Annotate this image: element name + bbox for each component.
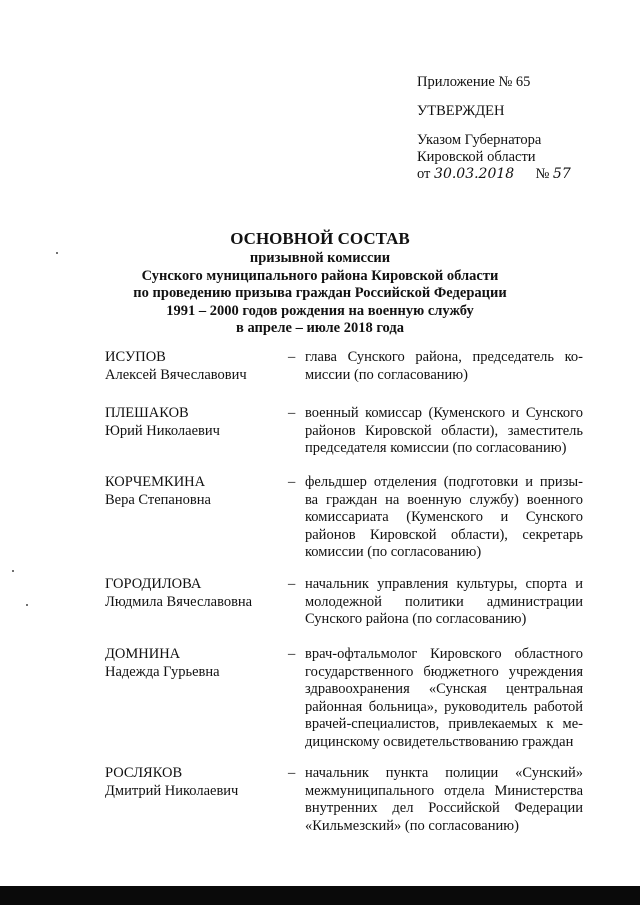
member-role — [305, 349, 583, 384]
scan-edge-bar — [0, 886, 640, 905]
entry-dash: – — [288, 646, 296, 662]
role-line: комиссариата (Куменского и Сунского — [305, 509, 583, 525]
title-line: Сунского муниципального района Кировской области — [141, 267, 499, 284]
member-name — [105, 765, 275, 800]
member-surname: ИСУПОВ — [105, 349, 166, 365]
member-name — [105, 349, 275, 384]
role-line: здравоохранения «Сунская центральная — [305, 681, 583, 697]
member-role — [305, 646, 583, 751]
member-given-names: Надежда Гурьевна — [105, 663, 220, 680]
scan-speck — [26, 604, 28, 606]
role-line: Сунского района (по согласованию) — [305, 611, 527, 627]
role-line: начальник пункта полиции «Сунский» — [305, 765, 583, 781]
scan-speck — [12, 570, 14, 572]
member-surname: ДОМНИНА — [105, 646, 181, 662]
role-line: миссии (по согласованию) — [305, 366, 468, 383]
role-line: начальник управления культуры, спорта и — [305, 576, 583, 592]
role-line: «Кильмезский» (по согласованию) — [305, 817, 519, 834]
role-line: районная больница», руководитель работой — [305, 698, 583, 715]
member-surname: ПЛЕШАКОВ — [105, 405, 189, 421]
approval-block — [417, 74, 571, 183]
approved-label: УТВЕРЖДЕН — [417, 103, 505, 119]
title-line: 1991 – 2000 годов рождения на военную службу — [166, 302, 474, 319]
title-line: в апреле – июле 2018 года — [236, 320, 404, 336]
entry-dash: – — [288, 405, 296, 421]
role-line: председателя комиссии (по согласованию) — [305, 440, 567, 456]
entry-dash: – — [288, 474, 296, 490]
document-title: ОСНОВНОЙ СОСТАВ — [230, 229, 410, 248]
decree-line-2: Кировской области — [417, 149, 536, 165]
member-name — [105, 474, 275, 509]
member-role — [305, 765, 583, 835]
entry-dash: – — [288, 349, 296, 365]
role-line: комиссии (по согласованию) — [305, 544, 482, 560]
role-line: районов Кировской области), секретарь — [305, 526, 583, 543]
role-line: врачей-специалистов, привлекаемых к ме- — [305, 716, 583, 732]
member-role — [305, 405, 583, 458]
number-prefix: № — [535, 166, 550, 182]
member-name — [105, 576, 275, 611]
role-line: дицинскому освидетельствованию граждан — [305, 733, 574, 750]
member-name — [105, 646, 275, 681]
role-line: внутренних дел Российской Федерации — [305, 800, 583, 816]
member-given-names: Дмитрий Николаевич — [105, 782, 239, 799]
handwritten-date: 30.03.2018 — [434, 166, 515, 182]
entry-dash: – — [288, 765, 296, 781]
appendix-number: Приложение № 65 — [417, 74, 531, 90]
member-name — [105, 405, 275, 440]
handwritten-number: 57 — [552, 166, 571, 182]
document-title-block — [0, 228, 640, 338]
entry-dash: – — [288, 576, 296, 592]
member-given-names: Алексей Вячеславович — [105, 366, 247, 383]
member-surname: РОСЛЯКОВ — [105, 765, 183, 781]
scan-speck — [56, 252, 58, 254]
member-given-names: Вера Степановна — [105, 491, 211, 508]
member-given-names: Людмила Вячеславовна — [105, 593, 253, 610]
member-role — [305, 576, 583, 629]
decree-line-1: Указом Губернатора — [417, 132, 542, 148]
member-role — [305, 474, 583, 562]
role-line: межмуниципального отдела Министерства — [305, 782, 583, 799]
role-line: молодежной политики администрации — [305, 593, 583, 610]
member-surname: ГОРОДИЛОВА — [105, 576, 202, 592]
role-line: ва граждан на военную службу) военного — [305, 491, 583, 508]
date-prefix: от — [417, 166, 431, 182]
role-line: государственного бюджетного учреждения — [305, 663, 583, 680]
role-line: фельдшер отделения (подготовки и призы- — [305, 474, 583, 490]
decree-date-line — [417, 166, 571, 183]
role-line: военный комиссар (Куменского и Сунского — [305, 405, 583, 421]
title-line: призывной комиссии — [249, 250, 391, 266]
role-line: глава Сунского района, председатель ко- — [305, 349, 583, 365]
member-given-names: Юрий Николаевич — [105, 422, 220, 439]
role-line: врач-офтальмолог Кировского областного — [305, 646, 583, 662]
role-line: районов Кировской области), заместитель — [305, 422, 583, 439]
member-surname: КОРЧЕМКИНА — [105, 474, 206, 490]
title-line: по проведению призыва граждан Российской Федерации — [133, 285, 507, 301]
